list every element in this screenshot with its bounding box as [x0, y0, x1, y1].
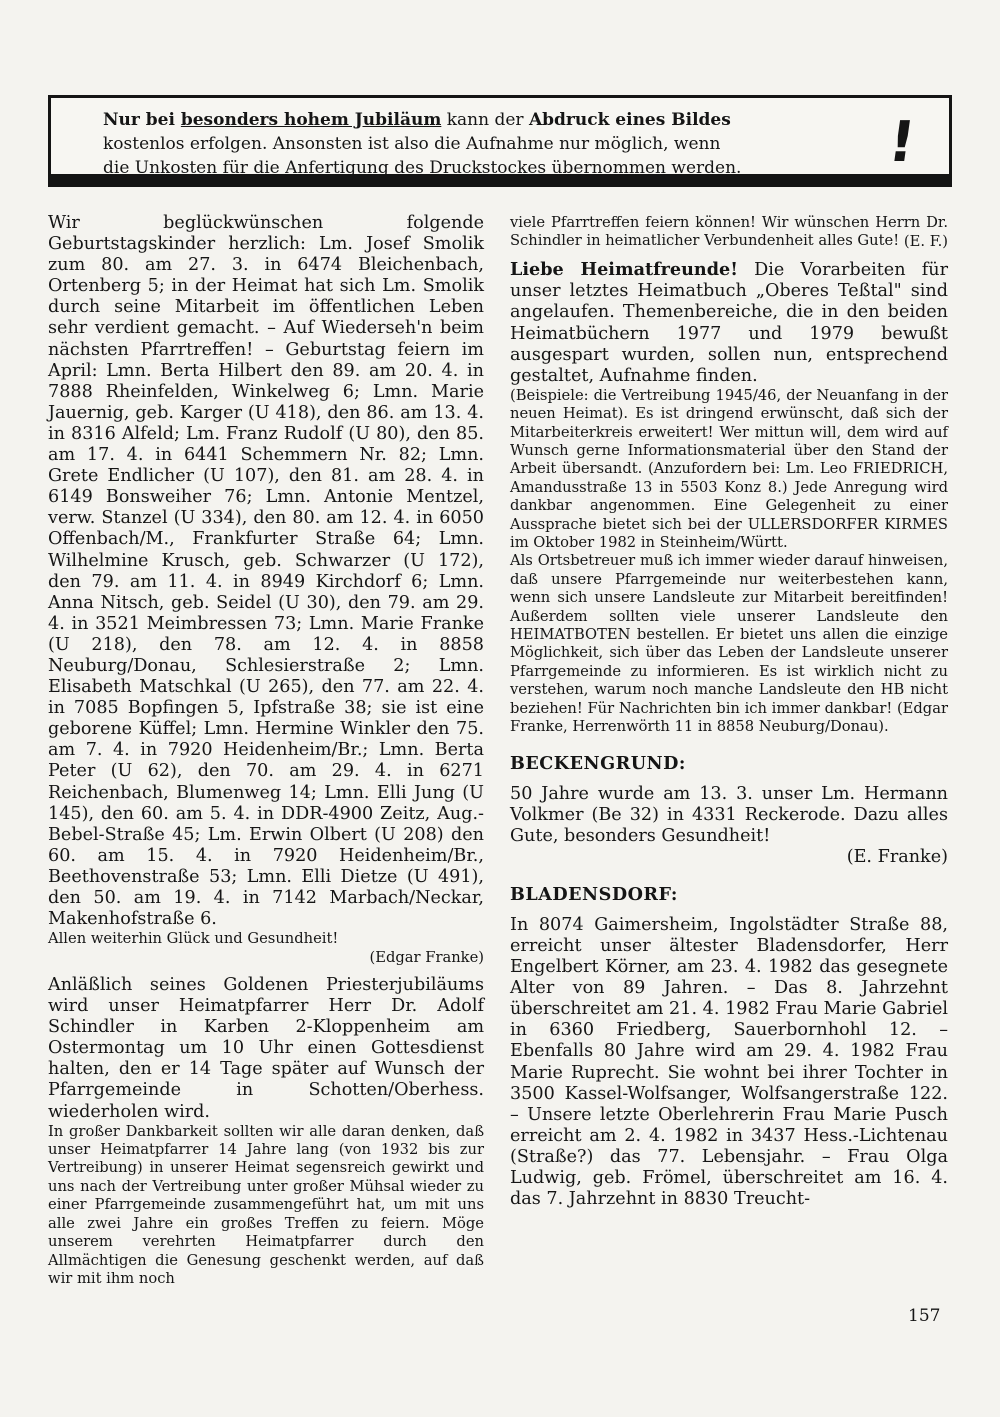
notice-line2: kostenlos erfolgen. Ansonsten ist also die Aufnahme nur möglich, wenn: [103, 134, 721, 154]
ortsbetreuer-paragraph: Als Ortsbetreuer muß ich immer wieder darauf hinweisen, daß unsere Pfarrgemeinde nur weiterbestehen kann, wenn sich unsere Landsleute zur Mitarbeit bereitfinden! Außerdem sollten viele unserer Landsleute den HEIMATBOTEN bestellen. Er bietet uns allen die einzige Möglichkeit, sich über das Leben der Landsleute unserer Pfarrgemeinde zu informieren. Es ist wirklich nicht zu verstehen, warum noch manche Landsleute den HB nicht beziehen! Für Nachrichten bin ich immer dankbar! (Edgar Franke, Herrenwörth 11 in 8858 Neuburg/Donau).: [510, 552, 948, 736]
notice-mid: kann der: [441, 110, 529, 130]
continuation-paragraph: viele Pfarrtreffen feiern können! Wir wünschen Herrn Dr. Schindler in heimatlicher Verbundenheit alles Gute!: [510, 214, 948, 250]
bladensdorf-text: In 8074 Gaimersheim, Ingolstädter Straße 88, erreicht unser ältester Bladensdorfer, Herr Engelbert Körner, am 23. 4. 1982 das gesegnete Alter von 89 Jahren. – Das 8. Jahrzehnt überschreitet am 21. 4. 1982 Frau Marie Gabriel in 6360 Friedberg, Sauerbornhohl 12. – Ebenfalls 80 Jahre wird am 29. 4. 1982 Frau Marie Ruprecht. Sie wohnt bei ihrer Tochter in 3500 Kassel-Wolfsanger, Wolfsangerstraße 122. – Unsere letzte Oberlehrerin Frau Marie Pusch erreicht am 2. 4. 1982 in 3437 Hess.-Lichtenau (Straße?) das 77. Lebensjahr. – Frau Olga Ludwig, geb. Frömel, überschreitet am 16. 4. das 7. Jahrzehnt in 8830 Treucht-: [510, 914, 948, 1210]
notice-lead: Nur bei: [103, 110, 181, 130]
heimatfreunde-text: Die Vorarbeiten für unser letztes Heimatbuch „Oberes Teßtal" sind angelaufen. Themenbereiche, die in den beiden Heimatbüchern 1977 und 1979 bewußt ausgespart wurden, sollen nun, entsprechend gestaltet, Aufnahme finden.: [510, 260, 948, 386]
birthday-signature: (Edgar Franke): [369, 948, 484, 966]
beckengrund-signature: (E. Franke): [846, 846, 948, 867]
left-column: [48, 213, 484, 1288]
notice-jubilee: besonders hohem Jubiläum: [180, 110, 442, 130]
birthday-wish: Allen weiterhin Glück und Gesundheit!: [48, 930, 339, 948]
notice-box: [48, 95, 952, 187]
page-number: 157: [908, 1306, 941, 1326]
exclamation-icon: !: [884, 110, 920, 175]
continuation-signature: (E. F.): [903, 232, 948, 250]
gratitude-paragraph: In großer Dankbarkeit sollten wir alle daran denken, daß unser Heimatpfarrer 14 Jahre lang (von 1932 bis zur Vertreibung) in unserer Heimat segensreich gewirkt und uns nach der Vertreibung unter großer Mühsal wieder zu einer Pfarrgemeinde zusammengeführt hat, um mit uns alle zwei Jahre ein großes Treffen zu feiern. Möge unserem verehrten Heimatpfarrer durch den Allmächtigen die Genesung geschenkt werden, auf daß wir mit ihm noch: [48, 1122, 484, 1287]
heimatfreunde-paragraph: [510, 259, 948, 387]
heimatfreunde-lead: Liebe Heimatfreunde!: [510, 259, 738, 281]
notice-text: [103, 108, 893, 180]
notice-line3: die Unkosten für die Anfertigung des Druckstockes übernommen werden.: [103, 158, 742, 178]
notice-print: Abdruck eines Bildes: [528, 110, 731, 130]
birthday-paragraph: Wir beglückwünschen folgende Geburtstagskinder herzlich: Lm. Josef Smolik zum 80. am 27. 3. in 6474 Bleichenbach, Ortenberg 5; in der Heimat hat sich Lm. Smolik durch seine Mitarbeit im öffentlichen Leben sehr verdient gemacht. – Auf Wiederseh'n beim nächsten Pfarrtreffen! – Geburtstag feiern im April: Lmn. Berta Hilbert den 89. am 20. 4. in 7888 Rheinfelden, Winkelweg 6; Lmn. Marie Jauernig, geb. Karger (U 418), den 86. am 13. 4. in 8316 Alfeld; Lm. Franz Rudolf (U 80), den 85. am 17. 4. in 6441 Schemmern Nr. 82; Lmn. Grete Endlicher (U 107), den 81. am 28. 4. in 6149 Bonsweiher 76; Lmn. Antonie Mentzel, verw. Stanzel (U 334), den 80. am 12. 4. in 6050 Offenbach/M., Frankfurter Straße 64; Lmn. Wilhelmine Krusch, geb. Schwarzer (U 172), den 79. am 11. 4. in 8949 Kirchdorf 6; Lmn. Anna Nitsch, geb. Seidel (U 30), den 79. am 29. 4. in 3521 Meimbressen 73; Lmn. Marie Franke (U 218), den 78. am 12. 4. in 8858 Neuburg/Donau, Schlesierstraße 2; Lmn. Elisabeth Matschkal (U 265), den 77. am 22. 4. in 7085 Bopfingen 5, Ipfstraße 38; sie ist eine geborene Küffel; Lmn. Hermine Winkler den 75. am 7. 4. in 7920 Heidenheim/Br.; Lmn. Berta Peter (U 62), den 70. am 29. 4. in 6271 Reichenbach, Blumenweg 14; Lmn. Elli Jung (U 145), den 60. am 5. 4. in DDR-4900 Zeitz, Aug.-Bebel-Straße 45; Lm. Erwin Olbert (U 208) den 60. am 15. 4. in 7920 Heidenheim/Br., Beethovenstraße 53; Lmn. Elli Dietze (U 491), den 50. am 19. 4. in 7142 Marbach/Neckar, Makenhofstraße 6.: [48, 213, 484, 930]
heimatbuch-details: (Beispiele: die Vertreibung 1945/46, der Neuanfang in der neuen Heimat). Es ist dringend erwünscht, daß sich der Mitarbeiterkreis erweitert! Wer mittun will, dem wird auf Wunsch gerne Informationsmaterial über den Stand der Arbeit übersandt. (Anzufordern bei: Lm. Leo FRIEDRICH, Amandusstraße 13 in 5503 Konz 8.) Jede Anregung wird dankbar angenommen. Eine Gelegenheit zu einer Aussprache bietet sich bei der ULLERSDORFER KIRMES im Oktober 1982 in Steinheim/Württ.: [510, 386, 948, 552]
bladensdorf-heading: BLADENSDORF:: [510, 883, 678, 905]
beckengrund-text: 50 Jahre wurde am 13. 3. unser Lm. Hermann Volkmer (Be 32) in 4331 Reckerode. Dazu alles Gute, besonders Gesundheit!: [510, 783, 948, 846]
jubilee-paragraph: Anläßlich seines Goldenen Priesterjubiläums wird unser Heimatpfarrer Herr Dr. Adolf Schindler in Karben 2-Kloppenheim am Ostermontag um 10 Uhr einen Gottesdienst halten, den er 14 Tage später auf Wunsch der Pfarrgemeinde in Schotten/Oberhess. wiederholen wird.: [48, 975, 484, 1122]
beckengrund-heading: BECKENGRUND:: [510, 752, 686, 774]
right-column: [510, 214, 948, 1210]
